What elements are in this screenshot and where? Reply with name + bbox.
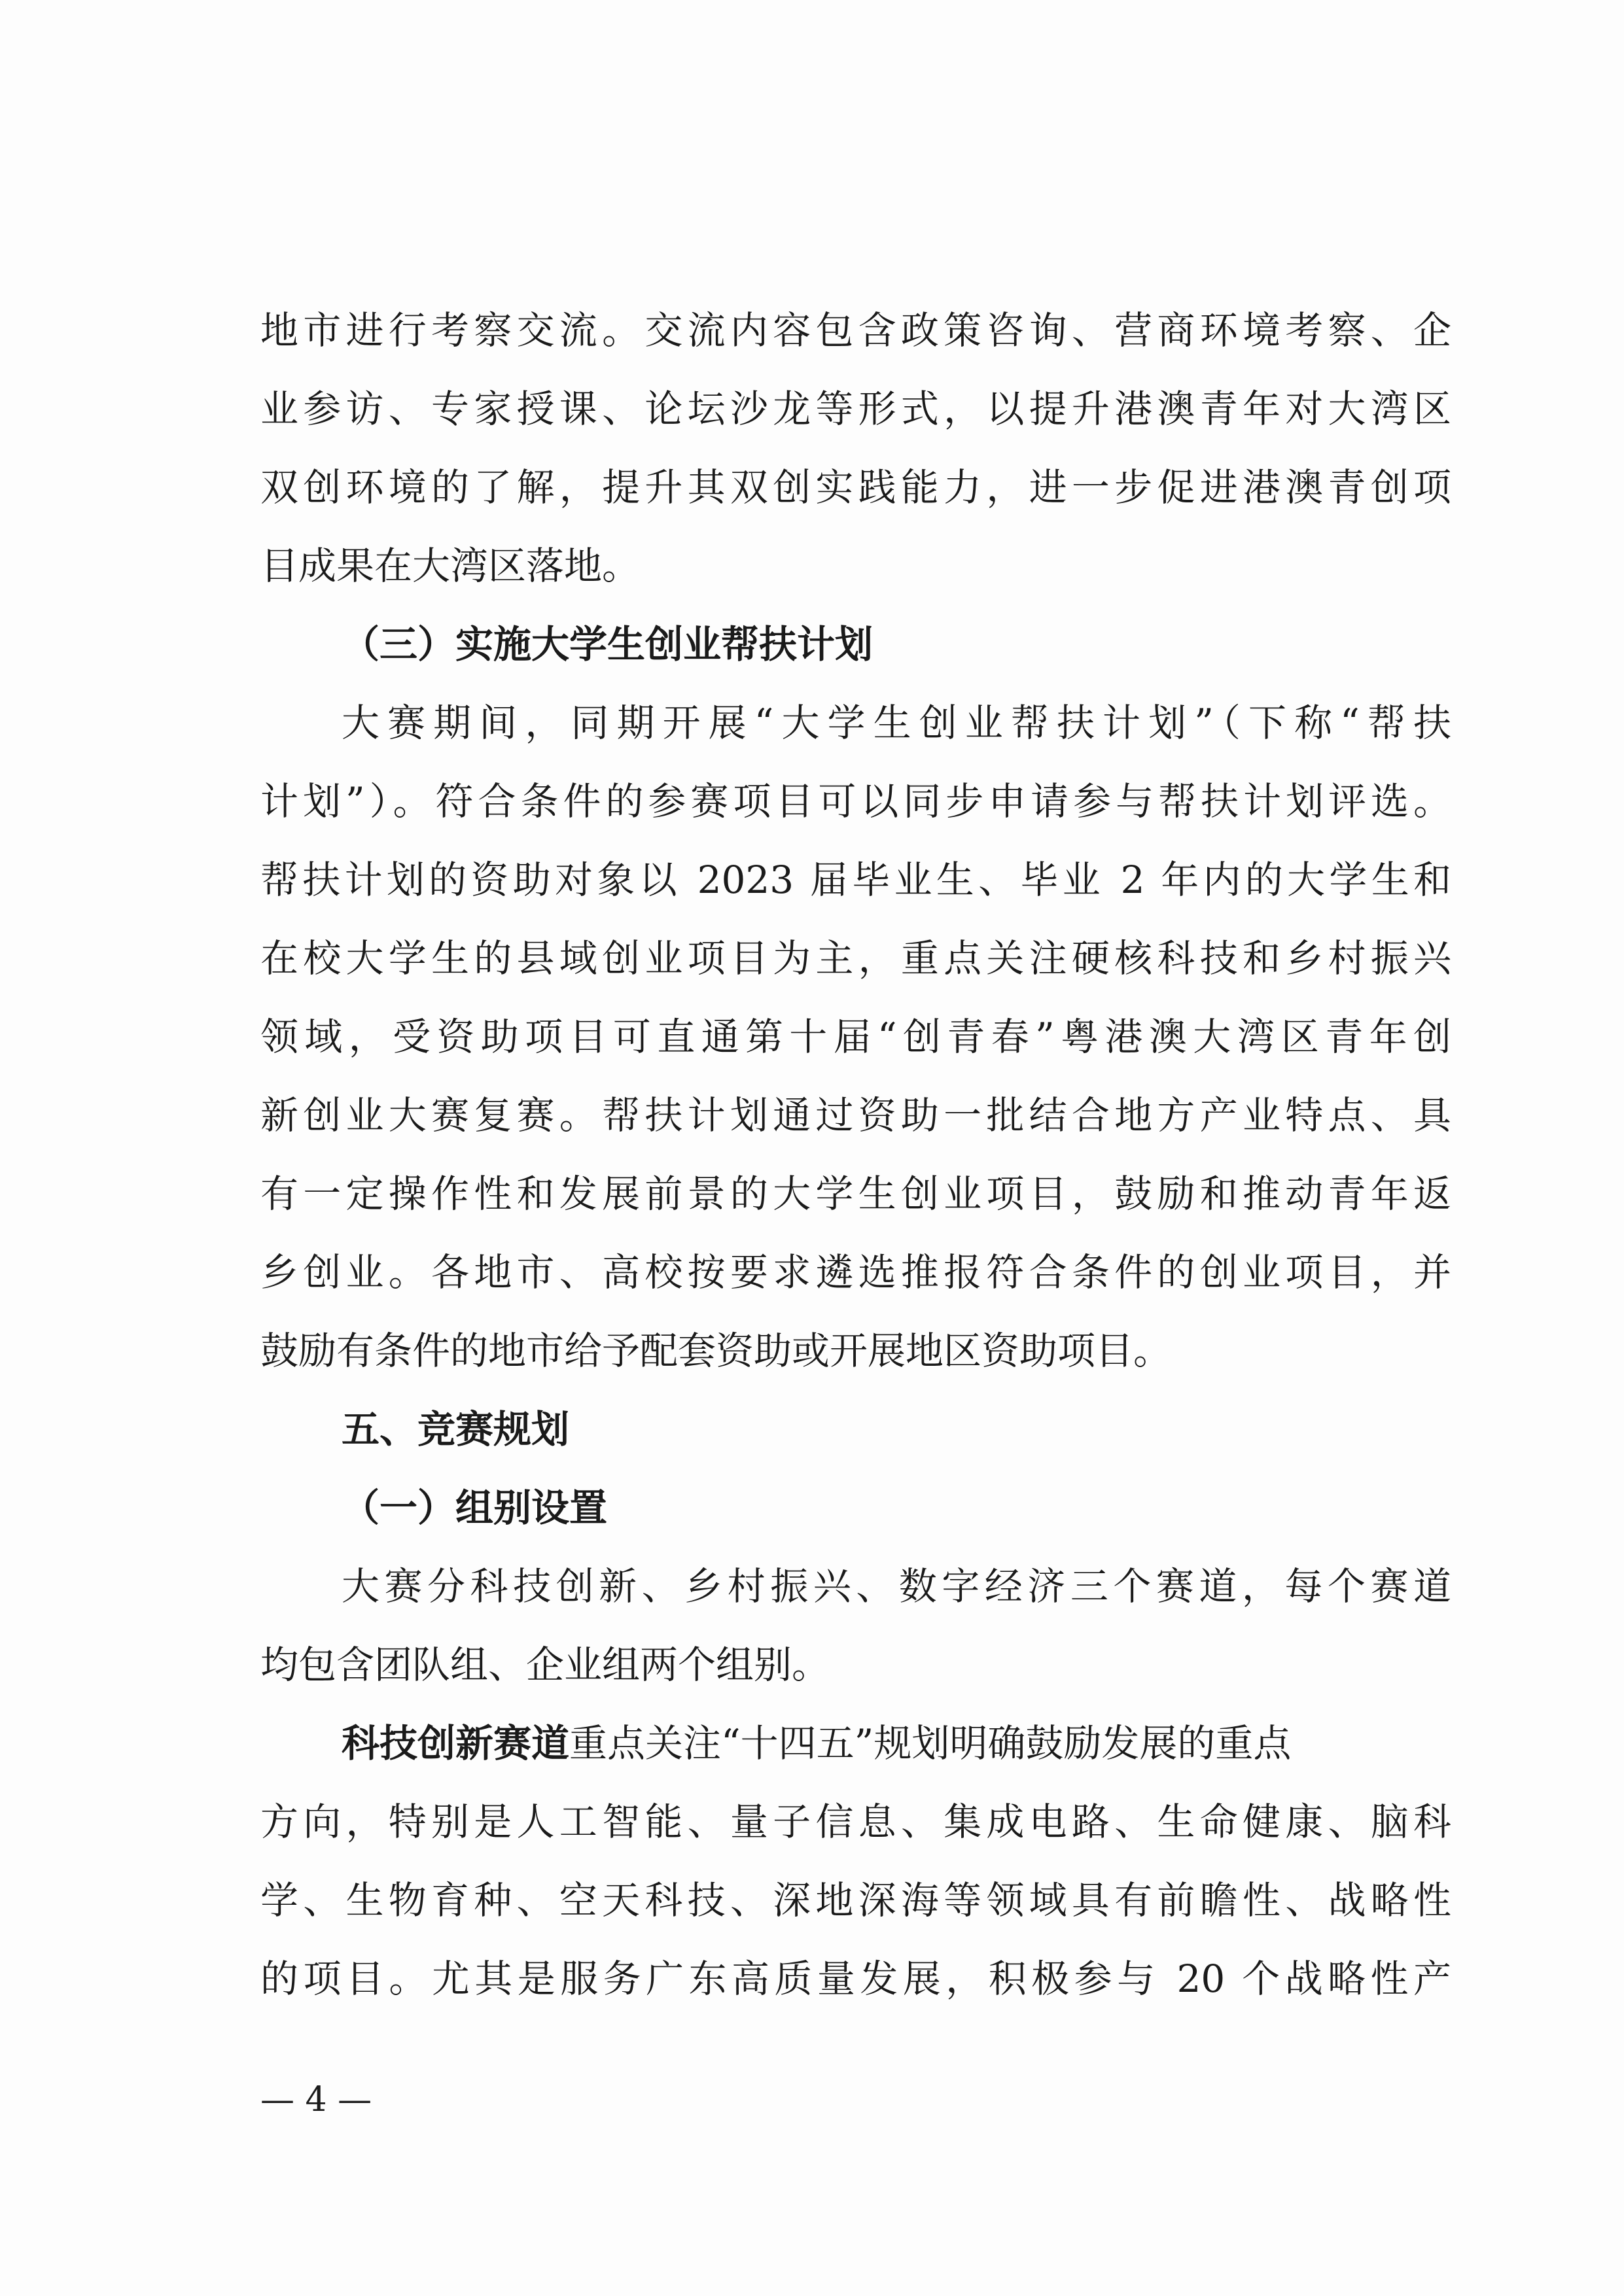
paragraph-line: 方向，特别是人工智能、量子信息、集成电路、生命健康、脑科 [260,1800,1451,1844]
section-heading-5: 五、竞赛规划 [342,1407,570,1452]
page-number: — 4 — [260,2080,372,2119]
paragraph-line: 乡创业。各地市、高校按要求遴选推报符合条件的创业项目，并 [260,1250,1451,1295]
paragraph-line: 大赛分科技创新、乡村振兴、数字经济三个赛道，每个赛道 [342,1564,1451,1609]
track-description: 重点关注“十四五”规划明确鼓励发展的重点 [569,1721,1292,1765]
paragraph-line: 目成果在大湾区落地。 [260,544,641,588]
paragraph-line: 均包含团队组、企业组两个组别。 [260,1643,830,1687]
paragraph-line: 的项目。尤其是服务广东高质量发展，积极参与 20 个战略性产 [260,1957,1451,2001]
subsection-heading-1: （一）组别设置 [342,1486,608,1530]
paragraph-line-with-bold-lead [342,1720,1451,1766]
section-heading-3: （三）实施大学生创业帮扶计划 [342,622,874,667]
paragraph-line: 领域，受资助项目可直通第十届“创青春”粤港澳大湾区青年创 [260,1015,1451,1059]
paragraph-line: 计划”）。符合条件的参赛项目可以同步申请参与帮扶计划评选。 [260,779,1451,824]
paragraph-line: 有一定操作性和发展前景的大学生创业项目，鼓励和推动青年返 [260,1172,1451,1216]
paragraph-line: 新创业大赛复赛。帮扶计划通过资助一批结合地方产业特点、具 [260,1093,1451,1138]
paragraph-line: 学、生物育种、空天科技、深地深海等领域具有前瞻性、战略性 [260,1878,1451,1922]
paragraph-line: 业参访、专家授课、论坛沙龙等形式，以提升港澳青年对大湾区 [260,387,1451,431]
paragraph-line: 大赛期间，同期开展“大学生创业帮扶计划”（下称“帮扶 [342,701,1451,745]
paragraph-line: 双创环境的了解，提升其双创实践能力，进一步促进港澳青创项 [260,465,1451,510]
paragraph-line: 地市进行考察交流。交流内容包含政策咨询、营商环境考察、企 [260,308,1451,353]
paragraph-line: 帮扶计划的资助对象以 2023 届毕业生、毕业 2 年内的大学生和 [260,858,1451,902]
track-name-bold: 科技创新赛道 [342,1721,570,1765]
paragraph-line: 在校大学生的县域创业项目为主，重点关注硬核科技和乡村振兴 [260,936,1451,981]
paragraph-line: 鼓励有条件的地市给予配套资助或开展地区资助项目。 [260,1329,1172,1373]
